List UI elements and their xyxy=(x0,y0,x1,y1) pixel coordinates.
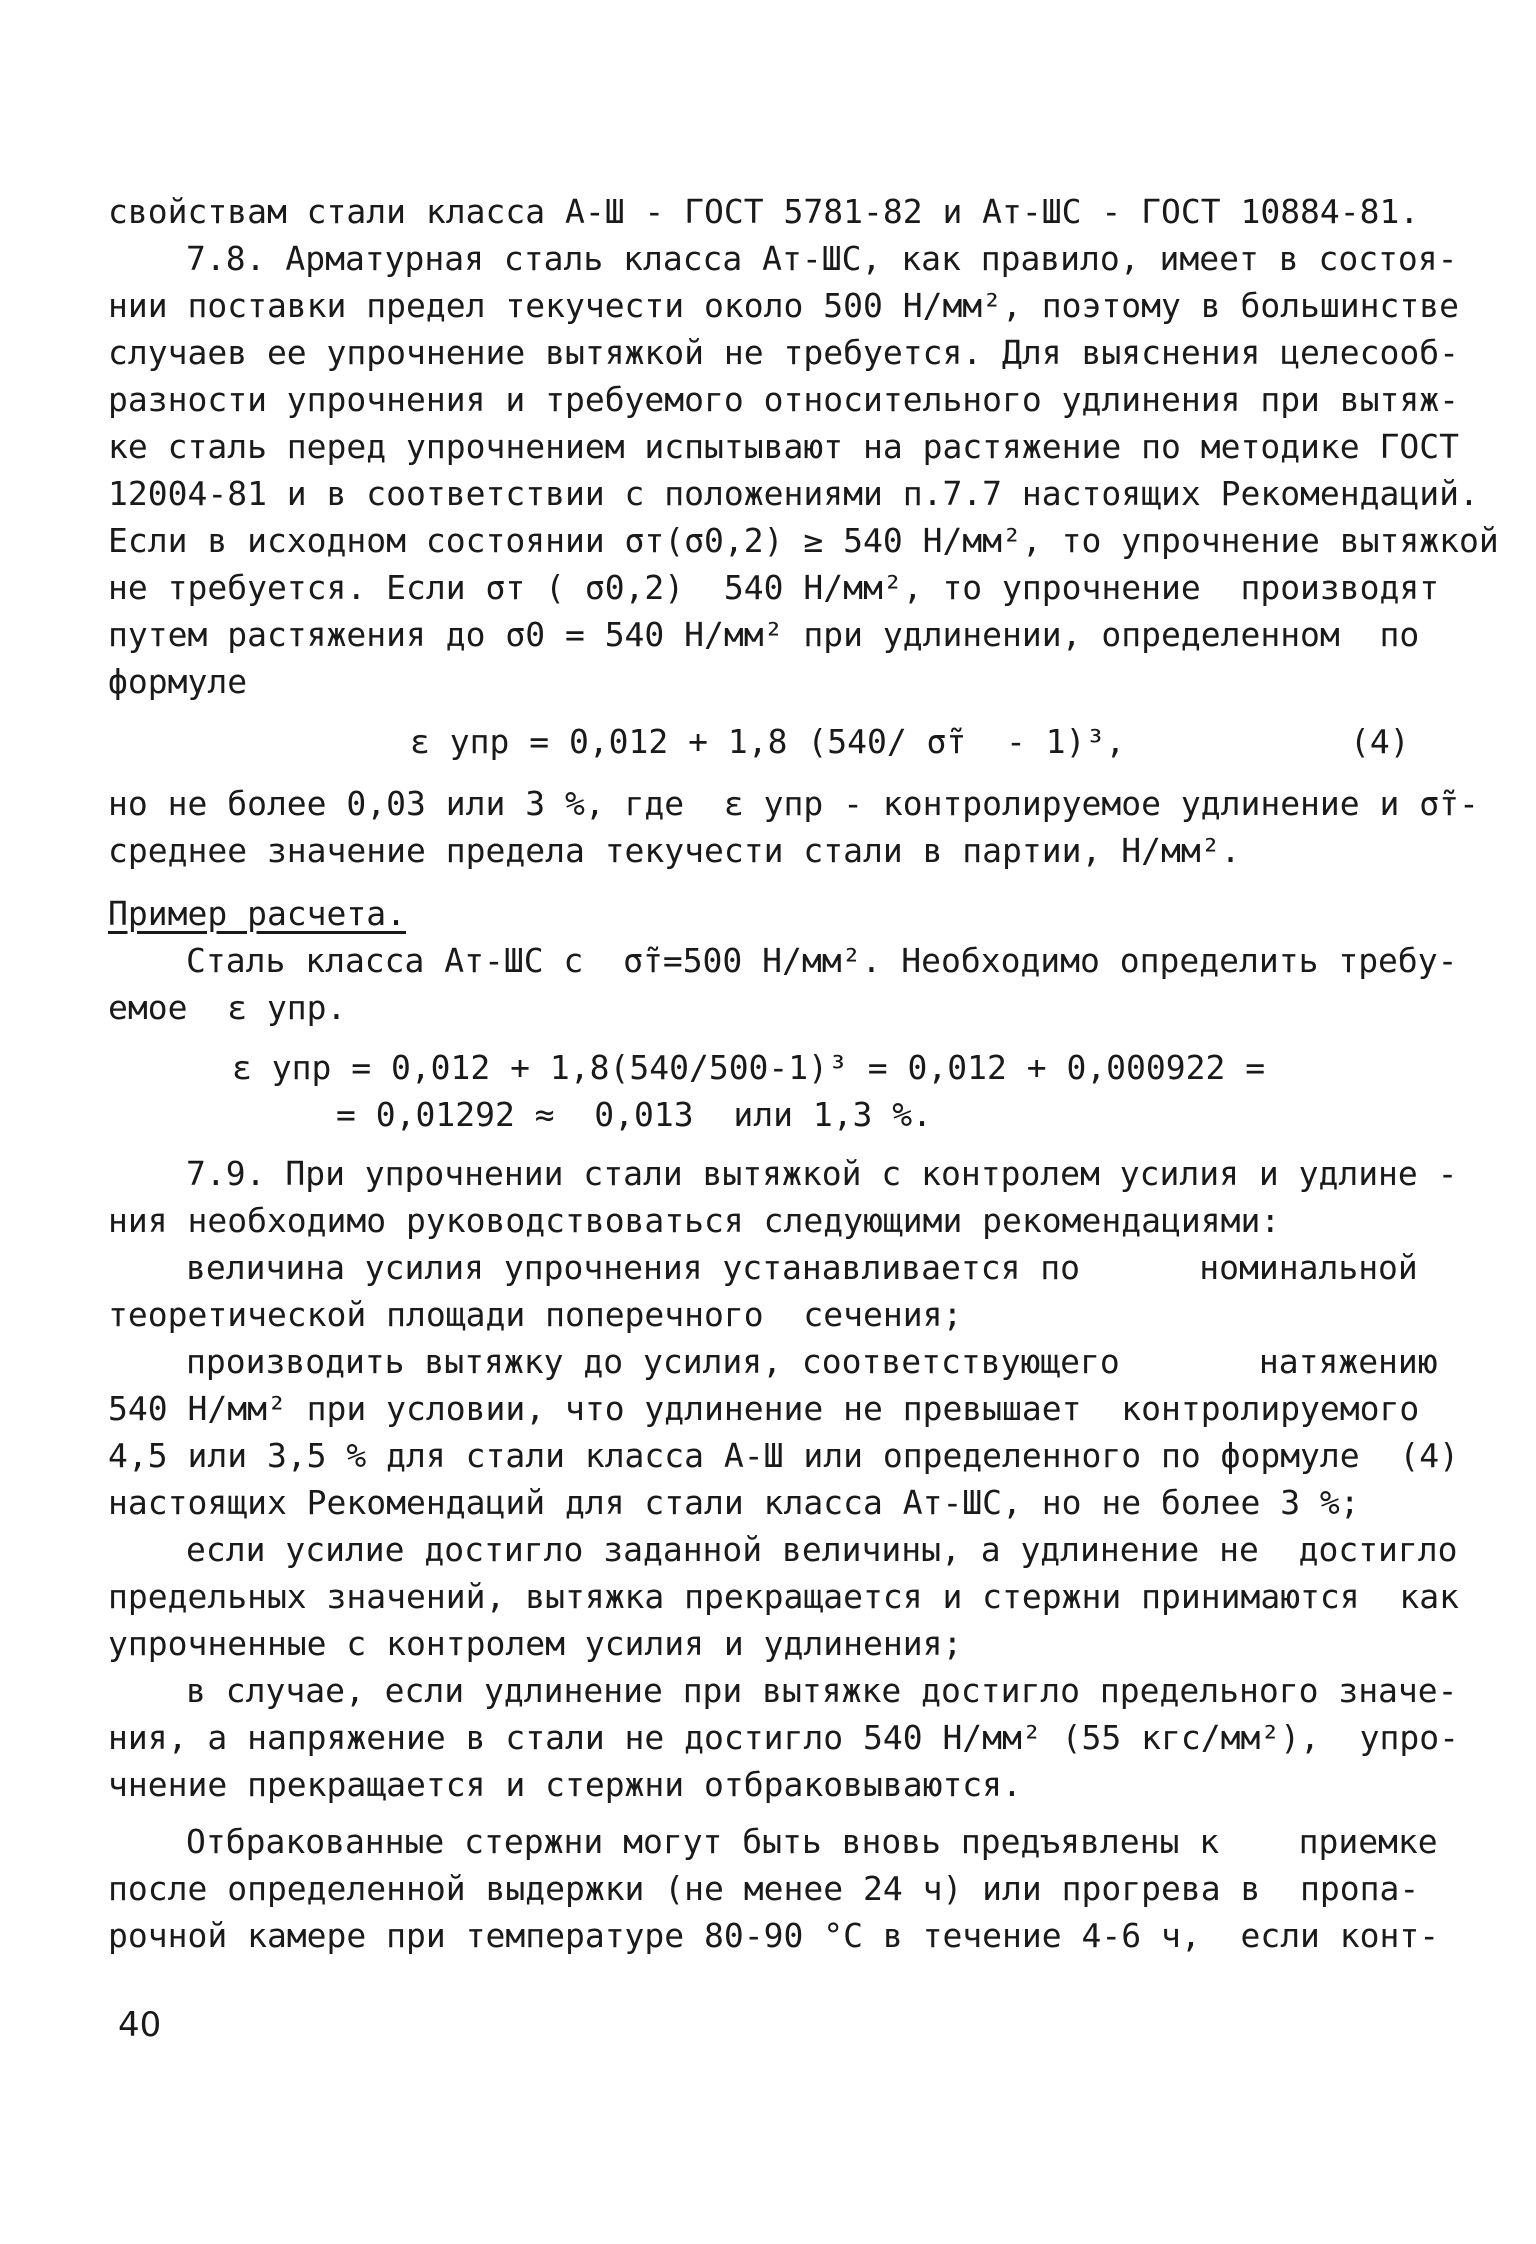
text-line: после определенной выдержки (не менее 24 ч) или прогрева в пропа- xyxy=(108,1869,1420,1908)
text-line: если усилие достигло заданной величины, а удлинение не достигло xyxy=(186,1530,1458,1569)
text-line: путем растяжения до σ0 = 540 Н/мм² при удлинении, определенном по xyxy=(108,615,1420,654)
text-line: разности упрочнения и требуемого относительного удлинения при вытяж- xyxy=(108,380,1460,419)
formula-number: (4) xyxy=(1350,722,1410,761)
text-line: 7.8. Арматурная сталь класса Ат-ШС, как правило, имеет в состоя- xyxy=(186,239,1458,278)
text-line: Если в исходном состоянии σт(σ0,2) ≥ 540 Н/мм², то упрочнение вытяжкой xyxy=(108,521,1499,560)
text-line: 7.9. При упрочнении стали вытяжкой с контролем усилия и удлине - xyxy=(186,1154,1458,1193)
text-line: формуле xyxy=(108,662,248,701)
text-line: среднее значение предела текучести стали в партии, Н/мм². xyxy=(108,831,1241,870)
text-line: емое ε упр. xyxy=(108,988,347,1027)
calc-line: ε упр = 0,012 + 1,8(540/500-1)³ = 0,012 + 0,000922 = xyxy=(232,1048,1266,1087)
text-line: случаев ее упрочнение вытяжкой не требуется. Для выяснения целесооб- xyxy=(108,333,1460,372)
text-line: чнение прекращается и стержни отбраковываются. xyxy=(108,1765,1022,1804)
text-line: нии поставки предел текучести около 500 Н/мм², поэтому в большинстве xyxy=(108,286,1460,325)
text-line: не требуется. Если σт ( σ0,2) 540 Н/мм², то упрочнение производят xyxy=(108,568,1440,607)
text-line: Отбракованные стержни могут быть вновь предъявлены к приемке xyxy=(186,1822,1438,1861)
text-line: величина усилия упрочнения устанавливается по номинальной xyxy=(186,1248,1418,1287)
text-line: 12004-81 и в соответствии с положениями п.7.7 настоящих Рекомендаций. xyxy=(108,474,1479,513)
text-line: настоящих Рекомендаций для стали класса Ат-ШС, но не более 3 %; xyxy=(108,1483,1360,1522)
text-line: ния необходимо руководствоваться следующими рекомендациями: xyxy=(108,1201,1281,1240)
text-line: но не более 0,03 или 3 %, где ε упр - контролируемое удлинение и σ̃т- xyxy=(108,784,1479,823)
example-heading: Пример расчета. xyxy=(108,894,407,933)
text-line: предельных значений, вытяжка прекращается и стержни принимаются как xyxy=(108,1577,1460,1616)
text-line: упрочненные с контролем усилия и удлинения; xyxy=(108,1624,963,1663)
text-line: теоретической площади поперечного сечения; xyxy=(108,1295,963,1334)
text-line: ке сталь перед упрочнением испытывают на растяжение по методике ГОСТ xyxy=(108,427,1460,466)
formula-4: ε упр = 0,012 + 1,8 (540/ σ̃т - 1)³, xyxy=(410,722,1126,761)
text-line: 540 Н/мм² при условии, что удлинение не превышает контролируемого xyxy=(108,1389,1420,1428)
text-line: свойствам стали класса А-Ш - ГОСТ 5781-82 и Ат-ШС - ГОСТ 10884-81. xyxy=(108,192,1420,231)
text-line: Сталь класса Ат-ШС с σ̃т=500 Н/мм². Необходимо определить требу- xyxy=(186,941,1458,980)
text-line: рочной камере при температуре 80-90 °С в течение 4-6 ч, если конт- xyxy=(108,1916,1440,1955)
text-line: 4,5 или 3,5 % для стали класса А-Ш или определенного по формуле (4) xyxy=(108,1436,1460,1475)
calc-line: = 0,01292 ≈ 0,013 или 1,3 %. xyxy=(336,1095,933,1134)
page-number: 40 xyxy=(118,2005,162,2045)
text-line: ния, а напряжение в стали не достигло 540 Н/мм² (55 кгс/мм²), упро- xyxy=(108,1718,1460,1757)
text-line: производить вытяжку до усилия, соответствующего натяжению xyxy=(186,1342,1438,1381)
text-line: в случае, если удлинение при вытяжке достигло предельного значе- xyxy=(186,1671,1458,1710)
